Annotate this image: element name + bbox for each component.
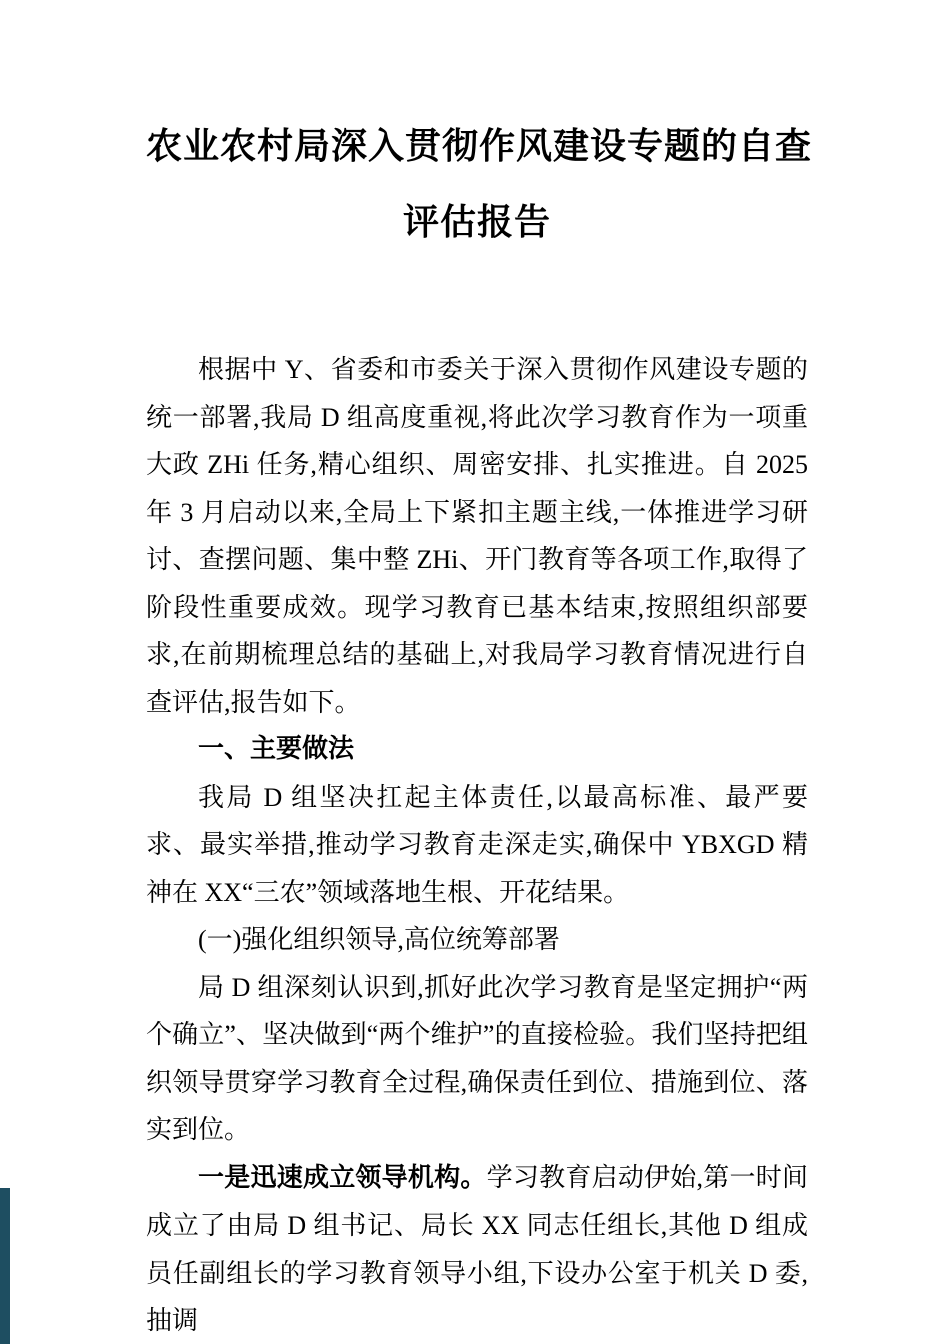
section-heading-main-practices: 一、主要做法 — [198, 734, 355, 764]
paragraph-intro: 根据中 Y、省委和市委关于深入贯彻作风建设专题的统一部署,我局 D 组高度重视,将此次学习教育作为一项重大政 ZHi 任务,精心组织、周密安排、扎实推进。自 2025 年 3 月启动以来,全局上下紧扣主题主线,一体推进学习研讨、查摆问题、集中整 ZHi、开门教育等各项工作,取得了阶段性重要成效。现学习教育已基本结束,按照组织部要求,在前期梳理总结的基础上,对我局学习教育情况进行自查评估,报告如下。 — [146, 355, 808, 717]
document-title-line-1: 农业农村局深入贯彻作风建设专题的自查 — [146, 125, 813, 167]
paragraph-lead-bold: 一是迅速成立领导机构。 — [198, 1162, 487, 1193]
paragraph-lead-rest: 学习教育启动伊始,第一时间成立了由局 D 组书记、局长 XX 同志任组长,其他 D 组成员任副组长的学习教育领导小组,下设办公室于机关 D 委,抽调 — [146, 1162, 808, 1335]
subsection-heading-organization-leadership: (一)强化组织领导,高位统筹部署 — [198, 925, 560, 954]
document-title — [146, 108, 813, 260]
paragraph-leadership-group — [146, 1154, 808, 1344]
paragraph-leadership-understanding: 局 D 组深刻认识到,抓好此次学习教育是坚定拥护“两个确立”、坚决做到“两个维护”的直接检验。我们坚持把组织领导贯穿学习教育全过程,确保责任到位、措施到位、落实到位。 — [146, 972, 808, 1144]
left-edge-strip — [0, 1188, 10, 1344]
document-title-line-2: 评估报告 — [402, 201, 551, 243]
paragraph-responsibility: 我局 D 组坚决扛起主体责任,以最高标准、最严要求、最实举措,推动学习教育走深走实,确保中 YBXGD 精神在 XX“三农”领域落地生根、开花结果。 — [146, 782, 808, 907]
